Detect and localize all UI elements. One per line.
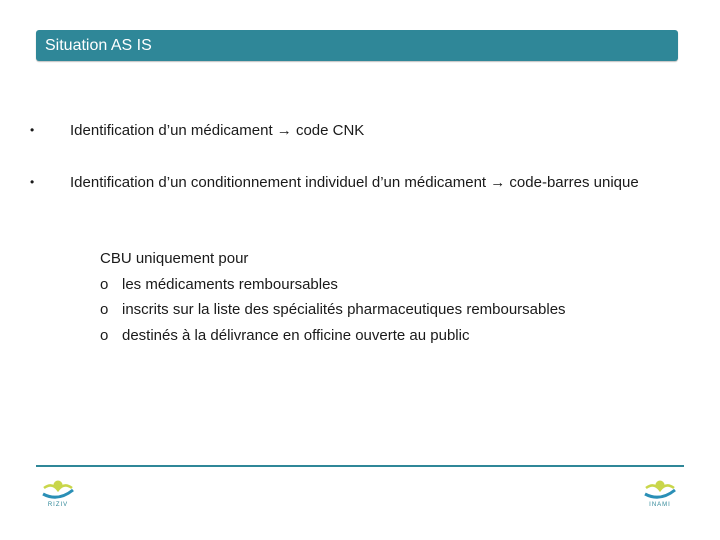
bullet-text: Identification d’un médicament → code CNK: [70, 122, 365, 139]
cbu-block: [100, 246, 566, 348]
cbu-item-text: inscrits sur la liste des spécialités pharmaceutiques remboursables: [122, 301, 566, 318]
bullet-text: Identification d’un conditionnement individuel d’un médicament → code-barres unique: [70, 174, 639, 191]
logo-left-text: RIZIV: [47, 502, 69, 508]
sub-bullet-marker: o: [100, 275, 109, 293]
cbu-item-pharmacy: [100, 323, 566, 349]
footer-divider: [36, 465, 684, 467]
riziv-logo-icon: [38, 478, 78, 514]
bullet-marker: •: [30, 175, 35, 189]
inami-logo-icon: [640, 478, 680, 514]
slide-title-bar: [36, 30, 678, 61]
cbu-item-text: destinés à la délivrance en officine ouverte au public: [122, 326, 470, 344]
cbu-item-reimbursable: [100, 272, 566, 298]
logo-right-text: INAMI: [649, 502, 671, 508]
sub-bullet-marker: o: [100, 326, 109, 344]
cbu-item-text: les médicaments remboursables: [122, 275, 338, 293]
bullet-item-barcode: [30, 171, 680, 217]
cbu-heading: CBU uniquement pour: [100, 250, 249, 267]
slide-title: Situation AS IS: [45, 36, 152, 54]
bullet-marker: •: [30, 123, 35, 137]
cbu-item-listed: [100, 297, 566, 323]
sub-bullet-marker: o: [100, 301, 109, 318]
